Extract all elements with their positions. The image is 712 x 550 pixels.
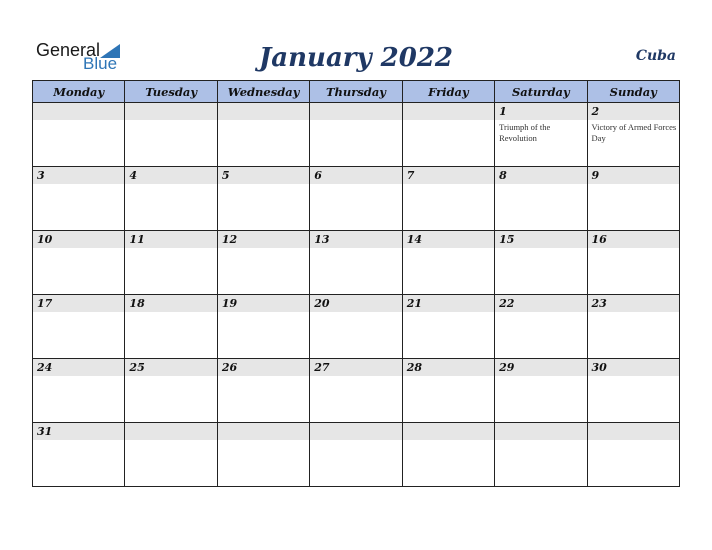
day-number: 30 <box>591 361 607 374</box>
day-number: 31 <box>37 425 53 438</box>
day-number: 4 <box>129 169 138 182</box>
day-number-bar <box>218 295 309 312</box>
day-number-bar <box>125 295 216 312</box>
day-number-bar <box>33 359 124 376</box>
day-number-bar <box>125 167 216 184</box>
day-cell <box>310 231 402 295</box>
day-number-bar <box>588 423 679 440</box>
day-number-bar <box>125 231 216 248</box>
day-number: 17 <box>37 297 53 310</box>
week-row <box>33 231 680 295</box>
day-number-bar <box>33 295 124 312</box>
day-cell <box>310 295 402 359</box>
day-number-bar <box>33 167 124 184</box>
day-number-bar <box>403 167 494 184</box>
weekday-header: Wednesday <box>217 81 309 103</box>
day-cell <box>495 167 587 231</box>
day-number: 3 <box>37 169 45 182</box>
day-number-bar <box>495 359 586 376</box>
day-cell <box>33 167 125 231</box>
day-number-bar <box>125 103 216 120</box>
day-number: 23 <box>591 297 607 310</box>
day-number-bar <box>495 295 586 312</box>
holiday-label: Victory of Armed Forces Day <box>591 122 677 143</box>
day-cell <box>217 295 309 359</box>
day-cell <box>402 423 494 487</box>
day-number: 18 <box>129 297 145 310</box>
day-number-bar <box>310 231 401 248</box>
day-cell <box>495 231 587 295</box>
day-cell <box>125 359 217 423</box>
logo-general-text: General <box>36 40 101 60</box>
day-number: 25 <box>129 361 145 374</box>
day-number: 19 <box>221 297 238 310</box>
day-number-bar <box>495 167 586 184</box>
day-number: 1 <box>499 105 507 118</box>
day-cell <box>587 295 679 359</box>
day-number-bar <box>403 295 494 312</box>
day-number-bar <box>495 231 586 248</box>
day-cell <box>310 423 402 487</box>
week-row <box>33 167 680 231</box>
day-number: 16 <box>591 233 607 246</box>
day-number-bar <box>588 359 679 376</box>
day-number: 7 <box>406 169 415 182</box>
day-number-bar <box>218 359 309 376</box>
day-number: 10 <box>37 233 53 246</box>
day-number: 28 <box>406 361 422 374</box>
day-number-bar <box>310 167 401 184</box>
calendar-grid <box>32 80 680 487</box>
day-number: 29 <box>499 361 515 374</box>
day-cell <box>33 103 125 167</box>
day-number: 2 <box>591 105 600 118</box>
day-number-bar <box>403 423 494 440</box>
country-label: Cuba <box>635 48 676 64</box>
day-number-bar <box>588 231 679 248</box>
holiday-label: Triumph of the Revolution <box>499 122 551 143</box>
day-cell <box>33 231 125 295</box>
day-number-bar <box>310 103 401 120</box>
day-number-bar <box>218 231 309 248</box>
day-cell <box>125 295 217 359</box>
weekday-header: Saturday <box>495 81 587 103</box>
day-number-bar <box>495 423 586 440</box>
day-cell <box>125 423 217 487</box>
day-cell <box>33 295 125 359</box>
weekday-header: Sunday <box>587 81 679 103</box>
day-cell <box>495 423 587 487</box>
day-cell <box>587 167 679 231</box>
day-cell <box>495 295 587 359</box>
day-cell <box>217 423 309 487</box>
day-cell <box>310 103 402 167</box>
day-number-bar <box>403 103 494 120</box>
day-number: 24 <box>37 361 53 374</box>
day-number-bar <box>125 359 216 376</box>
day-cell <box>402 167 494 231</box>
weekday-header: Friday <box>402 81 494 103</box>
day-number-bar <box>33 103 124 120</box>
day-number-bar <box>495 103 586 120</box>
day-number-bar <box>403 231 494 248</box>
day-cell <box>402 103 494 167</box>
day-cell <box>495 359 587 423</box>
day-cell <box>217 103 309 167</box>
day-cell <box>495 103 587 167</box>
weekday-header: Monday <box>33 81 125 103</box>
calendar-title: January 2022 <box>258 43 454 73</box>
day-number-bar <box>33 423 124 440</box>
day-cell <box>402 295 494 359</box>
day-cell <box>587 231 679 295</box>
weekday-header-row <box>33 81 680 103</box>
week-row <box>33 423 680 487</box>
day-cell <box>217 231 309 295</box>
day-number-bar <box>403 359 494 376</box>
day-cell <box>587 359 679 423</box>
day-number: 5 <box>221 169 230 182</box>
weekday-header: Thursday <box>310 81 402 103</box>
week-row <box>33 103 680 167</box>
day-number-bar <box>218 167 309 184</box>
day-number: 21 <box>406 297 422 310</box>
day-number-bar <box>310 359 401 376</box>
day-cell <box>310 359 402 423</box>
day-cell <box>125 103 217 167</box>
day-number-bar <box>125 423 216 440</box>
day-number: 14 <box>406 233 422 246</box>
day-cell <box>587 103 679 167</box>
day-number: 12 <box>221 233 238 246</box>
weekday-header: Tuesday <box>125 81 217 103</box>
day-cell <box>402 231 494 295</box>
day-number: 6 <box>314 169 322 182</box>
day-number: 11 <box>129 233 145 246</box>
day-cell <box>217 359 309 423</box>
day-number: 26 <box>221 361 238 374</box>
day-cell <box>310 167 402 231</box>
day-number: 27 <box>314 361 330 374</box>
day-cell <box>33 423 125 487</box>
day-cell <box>125 167 217 231</box>
day-cell <box>587 423 679 487</box>
logo-blue-text: Blue <box>83 54 118 73</box>
day-number-bar <box>218 423 309 440</box>
day-number-bar <box>218 103 309 120</box>
day-number: 9 <box>591 169 600 182</box>
day-number: 15 <box>499 233 515 246</box>
day-number-bar <box>310 295 401 312</box>
day-number-bar <box>588 295 679 312</box>
day-cell <box>125 231 217 295</box>
week-row <box>33 359 680 423</box>
day-number: 13 <box>314 233 330 246</box>
day-cell <box>33 359 125 423</box>
day-number-bar <box>588 167 679 184</box>
day-number: 8 <box>499 169 507 182</box>
day-number: 20 <box>314 297 330 310</box>
day-cell <box>217 167 309 231</box>
day-number: 22 <box>499 297 515 310</box>
day-number-bar <box>33 231 124 248</box>
day-cell <box>402 359 494 423</box>
day-number-bar <box>310 423 401 440</box>
week-row <box>33 295 680 359</box>
day-number-bar <box>588 103 679 120</box>
